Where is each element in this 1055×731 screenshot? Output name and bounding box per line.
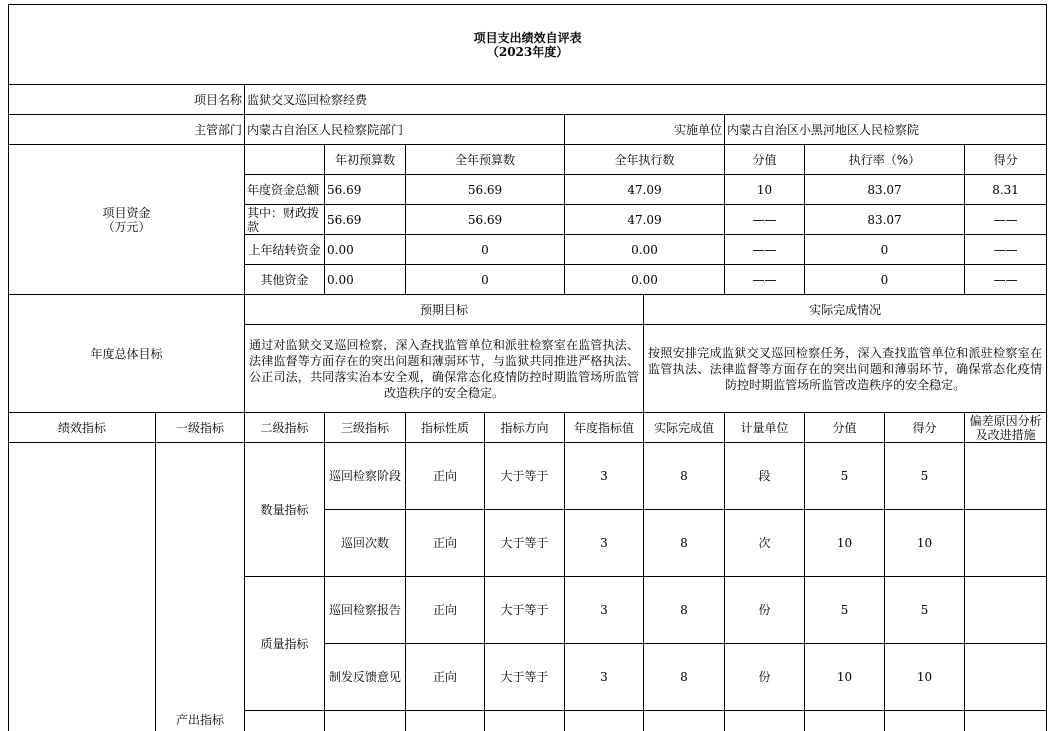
title-cell — [9, 5, 1047, 85]
ind-header-target: 年度指标值 — [565, 413, 644, 443]
goals-expected-text: 通过对监狱交叉巡回检察，深入查找监管单位和派驻检察室在监管执法、法律监督等方面存在的突出问题和薄弱环节，与监狱共同推进严格执法、公正司法，共同落实治本安全观，确保常态化疫情防控时期监管场所监管改造秩序的安全稳定。 — [245, 325, 644, 413]
ind-header-nature: 指标性质 — [406, 413, 485, 443]
indicator-header-row — [9, 413, 1047, 443]
impl-value: 内蒙古自治区小黑河地区人民检察院 — [725, 115, 1047, 145]
ind-direction: 大于等于 — [485, 577, 565, 644]
goals-actual-header: 实际完成情况 — [644, 295, 1047, 325]
goals-label: 年度总体目标 — [9, 295, 245, 413]
ind-nature: 正向 — [406, 644, 485, 711]
ind-header-direction: 指标方向 — [485, 413, 565, 443]
page-title: 项目支出绩效自评表 — [473, 30, 582, 45]
funds-row-score: —— — [965, 265, 1047, 295]
funds-label: 项目资金 （万元） — [9, 145, 245, 295]
ind-header-level1: 一级指标 — [156, 413, 245, 443]
ind-direction: 大于等于 — [485, 443, 565, 510]
ind-weight: 5 — [805, 443, 885, 510]
ind-score-partial — [885, 711, 965, 731]
ind-weight: 10 — [805, 510, 885, 577]
ind-name-partial — [325, 711, 406, 731]
ind-direction: 大于等于 — [485, 644, 565, 711]
funds-row-score: —— — [965, 205, 1047, 235]
ind-unit: 份 — [725, 644, 805, 711]
ind-weight: 5 — [805, 577, 885, 644]
funds-header-score: 得分 — [965, 145, 1047, 175]
funds-row-weight: 10 — [725, 175, 805, 205]
dept-value: 内蒙古自治区人民检察院部门 — [245, 115, 565, 145]
ind-unit: 次 — [725, 510, 805, 577]
ind-actual: 8 — [644, 510, 725, 577]
ind-score: 5 — [885, 443, 965, 510]
ind-reason — [965, 510, 1047, 577]
funds-header-initial: 年初预算数 — [325, 145, 406, 175]
ind-reason — [965, 577, 1047, 644]
ind-reason — [965, 443, 1047, 510]
funds-row-score: —— — [965, 235, 1047, 265]
funds-row-budget: 56.69 — [406, 205, 565, 235]
funds-row-weight: —— — [725, 265, 805, 295]
ind-score: 10 — [885, 644, 965, 711]
ind-score: 10 — [885, 510, 965, 577]
funds-row-initial: 0.00 — [325, 235, 406, 265]
project-name-label: 项目名称 — [9, 85, 245, 115]
ind-level2-cell: 质量指标 — [245, 577, 325, 711]
funds-row-weight: —— — [725, 235, 805, 265]
funds-row-label: 年度资金总额 — [245, 175, 325, 205]
ind-reason-partial — [965, 711, 1047, 731]
ind-header-score: 得分 — [885, 413, 965, 443]
ind-header-unit: 计量单位 — [725, 413, 805, 443]
project-name-value: 监狱交叉巡回检察经费 — [245, 85, 1047, 115]
funds-row-budget: 0 — [406, 235, 565, 265]
ind-actual: 8 — [644, 577, 725, 644]
ind-target: 3 — [565, 510, 644, 577]
funds-row-rate: 0 — [805, 265, 965, 295]
evaluation-sheet — [8, 4, 1046, 727]
funds-header-exec: 全年执行数 — [565, 145, 725, 175]
ind-header-level3: 三级指标 — [325, 413, 406, 443]
funds-row-label: 其他资金 — [245, 265, 325, 295]
ind-name: 巡回检察报告 — [325, 577, 406, 644]
ind-target: 3 — [565, 577, 644, 644]
funds-row-initial: 0.00 — [325, 265, 406, 295]
funds-row-initial: 56.69 — [325, 175, 406, 205]
funds-row-budget: 0 — [406, 265, 565, 295]
dept-label: 主管部门 — [9, 115, 245, 145]
evaluation-table — [8, 4, 1047, 731]
ind-name: 巡回次数 — [325, 510, 406, 577]
funds-header-budget: 全年预算数 — [406, 145, 565, 175]
ind-actual: 8 — [644, 443, 725, 510]
ind-header-level2: 二级指标 — [245, 413, 325, 443]
funds-row-rate: 83.07 — [805, 205, 965, 235]
ind-score: 5 — [885, 577, 965, 644]
funds-row-exec: 0.00 — [565, 235, 725, 265]
funds-row-exec: 47.09 — [565, 175, 725, 205]
funds-row-budget: 56.69 — [406, 175, 565, 205]
funds-header-rate: 执行率（%） — [805, 145, 965, 175]
funds-row-weight: —— — [725, 205, 805, 235]
ind-target-partial — [565, 711, 644, 731]
ind-actual: 8 — [644, 644, 725, 711]
ind-header-weight: 分值 — [805, 413, 885, 443]
ind-level1-cell: 产出指标 — [156, 443, 245, 731]
ind-name: 制发反馈意见 — [325, 644, 406, 711]
funds-row-score: 8.31 — [965, 175, 1047, 205]
funds-header-blank — [245, 145, 325, 175]
ind-level2-cell-partial — [245, 711, 325, 731]
page-subtitle: （2023年度） — [486, 44, 569, 59]
ind-nature: 正向 — [406, 443, 485, 510]
ind-header-performance: 绩效指标 — [9, 413, 156, 443]
funds-row-rate: 0 — [805, 235, 965, 265]
funds-row-label: 上年结转资金 — [245, 235, 325, 265]
ind-weight: 10 — [805, 644, 885, 711]
funds-row-label: 其中：财政拨款 — [245, 205, 325, 235]
ind-nature-partial — [406, 711, 485, 731]
ind-unit: 段 — [725, 443, 805, 510]
ind-direction: 大于等于 — [485, 510, 565, 577]
ind-level2-cell: 数量指标 — [245, 443, 325, 577]
ind-nature: 正向 — [406, 577, 485, 644]
ind-direction-partial — [485, 711, 565, 731]
ind-header-actual: 实际完成值 — [644, 413, 725, 443]
ind-unit-partial — [725, 711, 805, 731]
funds-row-rate: 83.07 — [805, 175, 965, 205]
goals-actual-text: 按照安排完成监狱交叉巡回检察任务，深入查找监管单位和派驻检察室在监管执法、法律监督等方面存在的突出问题和薄弱环节，确保常态化疫情防控时期监管场所监管改造秩序的安全稳定。 — [644, 325, 1047, 413]
ind-target: 3 — [565, 443, 644, 510]
ind-actual-partial — [644, 711, 725, 731]
funds-header-weight: 分值 — [725, 145, 805, 175]
funds-row-exec: 47.09 — [565, 205, 725, 235]
ind-reason — [965, 644, 1047, 711]
ind-performance-cell — [9, 443, 156, 731]
ind-weight-partial — [805, 711, 885, 731]
impl-label: 实施单位 — [565, 115, 725, 145]
ind-nature: 正向 — [406, 510, 485, 577]
ind-name: 巡回检察阶段 — [325, 443, 406, 510]
funds-row-exec: 0.00 — [565, 265, 725, 295]
ind-unit: 份 — [725, 577, 805, 644]
goals-expected-header: 预期目标 — [245, 295, 644, 325]
funds-row-initial: 56.69 — [325, 205, 406, 235]
ind-header-reason: 偏差原因分析及改进措施 — [965, 413, 1047, 443]
indicator-row — [9, 443, 1047, 510]
ind-target: 3 — [565, 644, 644, 711]
